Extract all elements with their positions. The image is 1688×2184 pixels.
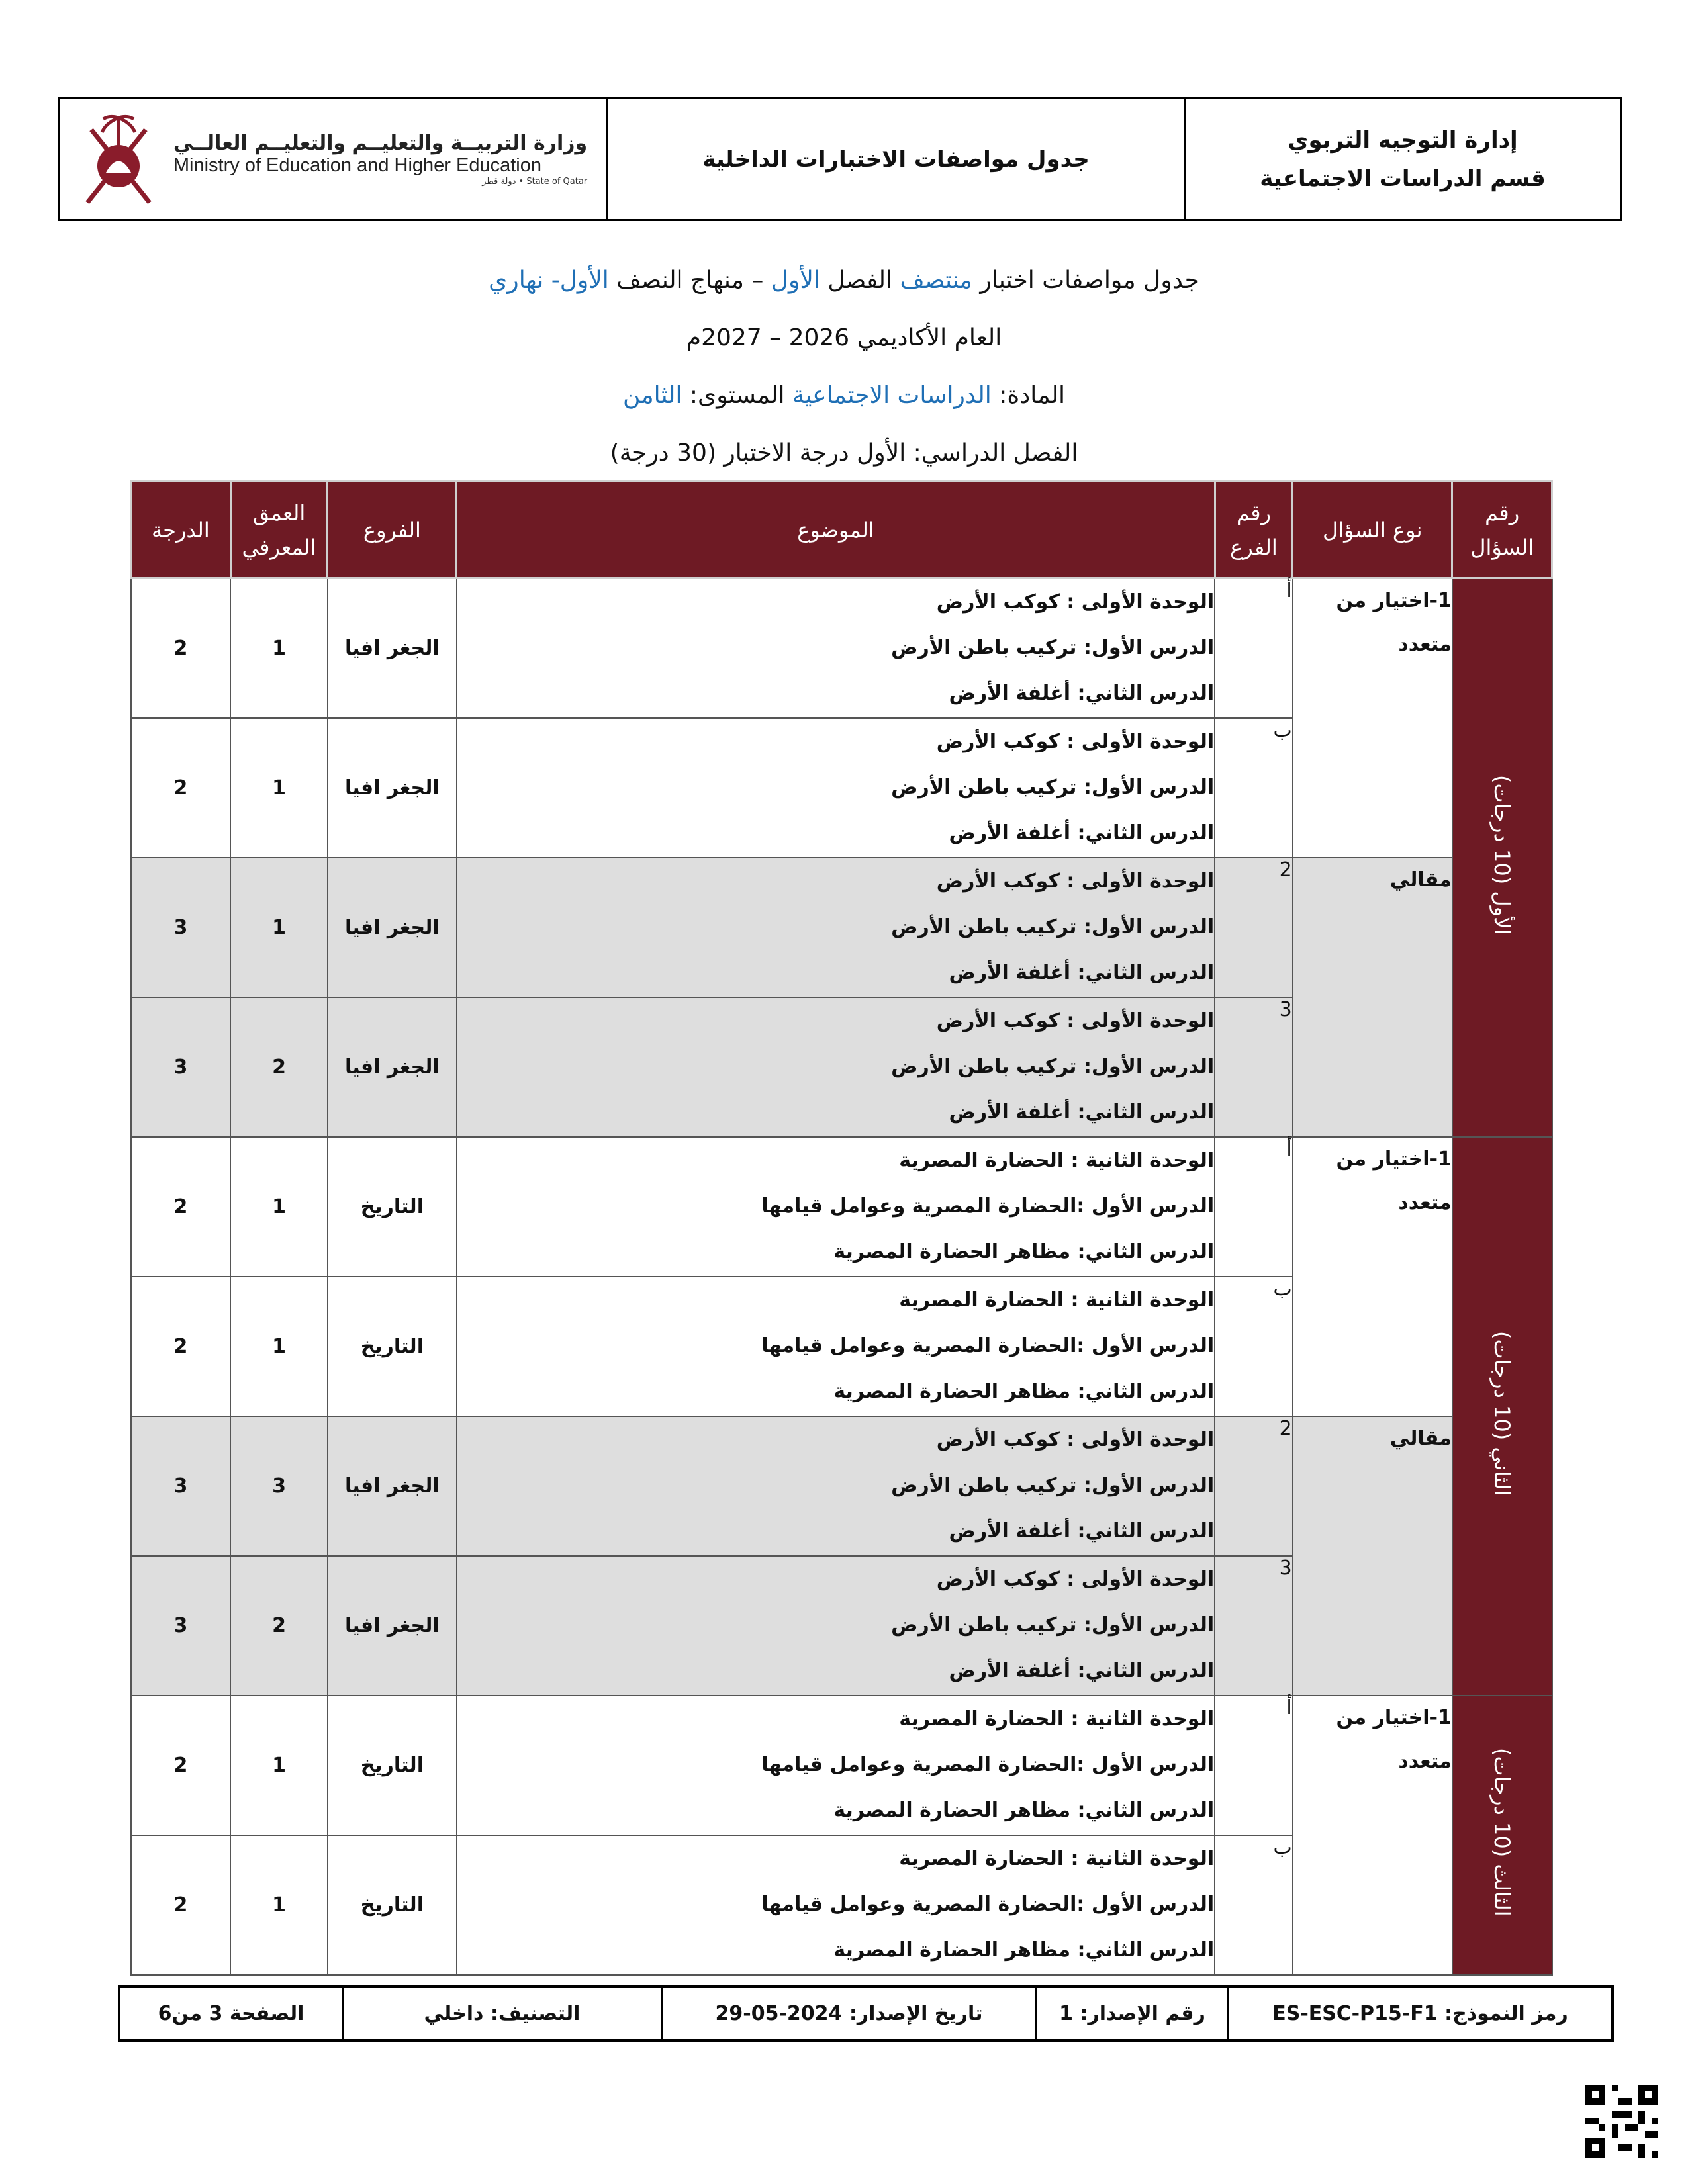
depth-cell: 1 (230, 1696, 328, 1835)
topic-cell (457, 1835, 1215, 1975)
section-label: الثاني (10 درجات) (1489, 1330, 1515, 1496)
question-type-cell: 1-اختيار من متعدد (1293, 1137, 1452, 1416)
topic-unit: الوحدة الأولى : كوكب الأرض (936, 869, 1215, 893)
branch-cell: التاريخ (328, 1137, 457, 1277)
topic-cell (457, 858, 1215, 997)
branch-number-cell: 2 (1215, 1416, 1293, 1556)
topic-cell (457, 1137, 1215, 1277)
section-cell (1452, 578, 1552, 1137)
topic-unit: الوحدة الثانية : الحضارة المصرية (899, 1148, 1215, 1172)
table-row (131, 578, 1552, 718)
table-header-row (131, 482, 1552, 578)
section-label: الأول (10 درجات) (1489, 775, 1515, 935)
grade-cell: 2 (131, 1277, 231, 1416)
header-grade: الدرجة (131, 482, 231, 578)
state-of-qatar: State of Qatar • دولة قطر (482, 177, 588, 187)
title-exam-type: منتصف (900, 267, 972, 294)
subject-label: المادة: (991, 382, 1066, 409)
depth-cell: 1 (230, 718, 328, 858)
table-row (131, 858, 1552, 997)
ministry-name-en: Ministry of Education and Higher Education (173, 155, 541, 176)
branch-cell: التاريخ (328, 1277, 457, 1416)
header-cognitive-depth: العمق المعرفي (230, 482, 328, 578)
topic-lesson-1: الدرس الأول :الحضارة المصرية وعوامل قيامها (761, 1752, 1215, 1776)
topic-cell (457, 1556, 1215, 1696)
topic-unit: الوحدة الأولى : كوكب الأرض (936, 590, 1215, 614)
specifications-table (130, 480, 1553, 1976)
depth-cell: 3 (230, 1416, 328, 1556)
branch-number-cell: 2 (1215, 858, 1293, 997)
topic-lesson-1: الدرس الأول: تركيب باطن الأرض (891, 636, 1215, 659)
table-row (131, 1416, 1552, 1556)
topic-lesson-2: الدرس الثاني: مظاهر الحضارة المصرية (833, 1379, 1215, 1403)
ministry-logo (60, 99, 606, 219)
branch-cell: التاريخ (328, 1835, 457, 1975)
topic-lesson-1: الدرس الأول: تركيب باطن الأرض (891, 775, 1215, 799)
topic-unit: الوحدة الثانية : الحضارة المصرية (899, 1707, 1215, 1731)
section-cell (1452, 1137, 1552, 1696)
section-label: الثالث (10 درجات) (1489, 1748, 1515, 1917)
grade-cell: 3 (131, 997, 231, 1137)
header-branch: الفروع (328, 482, 457, 578)
branch-cell: الجغر افيا (328, 718, 457, 858)
subject-value: الدراسات الاجتماعية (792, 382, 992, 409)
exam-titles (0, 251, 1688, 482)
topic-lesson-2: الدرس الثاني: أغلفة الأرض (949, 1100, 1215, 1124)
table-row (131, 1696, 1552, 1835)
branch-number-cell: أ (1215, 578, 1293, 718)
question-type-cell: 1-اختيار من متعدد (1293, 1696, 1452, 1975)
topic-lesson-1: الدرس الأول :الحضارة المصرية وعوامل قيامها (761, 1892, 1215, 1916)
department-cell (1184, 99, 1620, 219)
topic-unit: الوحدة الثانية : الحضارة المصرية (899, 1846, 1215, 1870)
topic-lesson-2: الدرس الثاني: أغلفة الأرض (949, 1519, 1215, 1543)
form-code: رمز النموذج: ES-ESC-P15-F1 (1227, 1988, 1611, 2039)
branch-number-cell: 3 (1215, 1556, 1293, 1696)
title-term: الأول (771, 267, 820, 294)
branch-cell: الجغر افيا (328, 1556, 457, 1696)
topic-lesson-1: الدرس الأول: تركيب باطن الأرض (891, 915, 1215, 938)
grade-cell: 2 (131, 1835, 231, 1975)
ministry-name (173, 132, 587, 187)
table-row (131, 1137, 1552, 1277)
branch-cell: الجغر افيا (328, 997, 457, 1137)
grade-cell: 3 (131, 1556, 231, 1696)
depth-cell: 1 (230, 1835, 328, 1975)
branch-cell: الجغر افيا (328, 1416, 457, 1556)
grade-cell: 2 (131, 718, 231, 858)
department-line1: إدارة التوجيه التربوي (1288, 126, 1518, 154)
topic-cell (457, 997, 1215, 1137)
grade-cell: 2 (131, 578, 231, 718)
topic-cell (457, 718, 1215, 858)
topic-lesson-1: الدرس الأول: تركيب باطن الأرض (891, 1473, 1215, 1497)
branch-cell: التاريخ (328, 1696, 457, 1835)
topic-cell (457, 1277, 1215, 1416)
grade-cell: 2 (131, 1137, 231, 1277)
department-line2: قسم الدراسات الاجتماعية (1260, 165, 1546, 192)
question-type-cell: 1-اختيار من متعدد (1293, 578, 1452, 858)
subject-level-line (0, 367, 1688, 424)
document-title: جدول مواصفات الاختبارات الداخلية (606, 99, 1184, 219)
branch-number-cell: 3 (1215, 997, 1293, 1137)
exam-title-line (0, 251, 1688, 309)
level-label: المستوى: (682, 382, 793, 409)
topic-lesson-2: الدرس الثاني: مظاهر الحضارة المصرية (833, 1938, 1215, 1962)
grade-cell: 3 (131, 858, 231, 997)
topic-lesson-1: الدرس الأول :الحضارة المصرية وعوامل قيامها (761, 1334, 1215, 1357)
question-type-cell: مقالي (1293, 858, 1452, 1137)
issue-date: تاريخ الإصدار: 2024-05-29 (661, 1988, 1035, 2039)
question-type-cell: مقالي (1293, 1416, 1452, 1696)
topic-cell (457, 578, 1215, 718)
title-curriculum: الأول- نهاري (489, 267, 609, 294)
topic-unit: الوحدة الأولى : كوكب الأرض (936, 1428, 1215, 1451)
topic-lesson-2: الدرس الثاني: أغلفة الأرض (949, 682, 1215, 705)
version-number: رقم الإصدار: 1 (1035, 1988, 1227, 2039)
topic-unit: الوحدة الأولى : كوكب الأرض (936, 1009, 1215, 1032)
qr-code-icon (1585, 2085, 1658, 2158)
topic-unit: الوحدة الثانية : الحضارة المصرية (899, 1288, 1215, 1312)
page-number: الصفحة 3 من6 (158, 2002, 305, 2025)
document-header (58, 97, 1622, 221)
depth-cell: 1 (230, 858, 328, 997)
branch-cell: الجغر افيا (328, 578, 457, 718)
classification: التصنيف: داخلي (342, 1988, 661, 2039)
topic-lesson-1: الدرس الأول: تركيب باطن الأرض (891, 1613, 1215, 1637)
branch-number-cell: ب (1215, 1277, 1293, 1416)
ministry-name-ar: وزارة التربيــة والتعليــم والتعليــم العالــي (173, 132, 588, 155)
title-text: جدول مواصفات اختبار (972, 267, 1199, 294)
branch-cell: الجغر افيا (328, 858, 457, 997)
topic-cell (457, 1416, 1215, 1556)
header-topic: الموضوع (457, 482, 1215, 578)
topic-lesson-1: الدرس الأول: تركيب باطن الأرض (891, 1054, 1215, 1078)
term-score-line: الفصل الدراسي: الأول درجة الاختبار (30 درجة) (610, 439, 1078, 467)
header-question-type: نوع السؤال (1293, 482, 1452, 578)
depth-cell: 1 (230, 1277, 328, 1416)
qatar-emblem-icon (79, 110, 158, 209)
depth-cell: 1 (230, 1137, 328, 1277)
branch-number-cell: أ (1215, 1696, 1293, 1835)
document-footer (118, 1985, 1614, 2042)
level-value: الثامن (622, 382, 682, 409)
topic-lesson-2: الدرس الثاني: أغلفة الأرض (949, 960, 1215, 984)
depth-cell: 2 (230, 997, 328, 1137)
depth-cell: 1 (230, 578, 328, 718)
topic-lesson-2: الدرس الثاني: أغلفة الأرض (949, 1659, 1215, 1682)
depth-cell: 2 (230, 1556, 328, 1696)
topic-lesson-1: الدرس الأول :الحضارة المصرية وعوامل قيامها (761, 1194, 1215, 1218)
header-question-number: رقم السؤال (1452, 482, 1552, 578)
topic-cell (457, 1696, 1215, 1835)
title-text: الفصل (820, 267, 900, 294)
branch-number-cell: ب (1215, 1835, 1293, 1975)
topic-lesson-2: الدرس الثاني: مظاهر الحضارة المصرية (833, 1240, 1215, 1263)
grade-cell: 3 (131, 1416, 231, 1556)
academic-year: العام الأكاديمي 2026 – 2027م (686, 324, 1002, 351)
topic-unit: الوحدة الأولى : كوكب الأرض (936, 1567, 1215, 1591)
grade-cell: 2 (131, 1696, 231, 1835)
branch-number-cell: ب (1215, 718, 1293, 858)
topic-lesson-2: الدرس الثاني: مظاهر الحضارة المصرية (833, 1798, 1215, 1822)
topic-lesson-2: الدرس الثاني: أغلفة الأرض (949, 821, 1215, 844)
branch-number-cell: أ (1215, 1137, 1293, 1277)
title-text: – منهاج النصف (608, 267, 771, 294)
header-branch-number: رقم الفرع (1215, 482, 1293, 578)
topic-unit: الوحدة الأولى : كوكب الأرض (936, 729, 1215, 753)
section-cell (1452, 1696, 1552, 1975)
